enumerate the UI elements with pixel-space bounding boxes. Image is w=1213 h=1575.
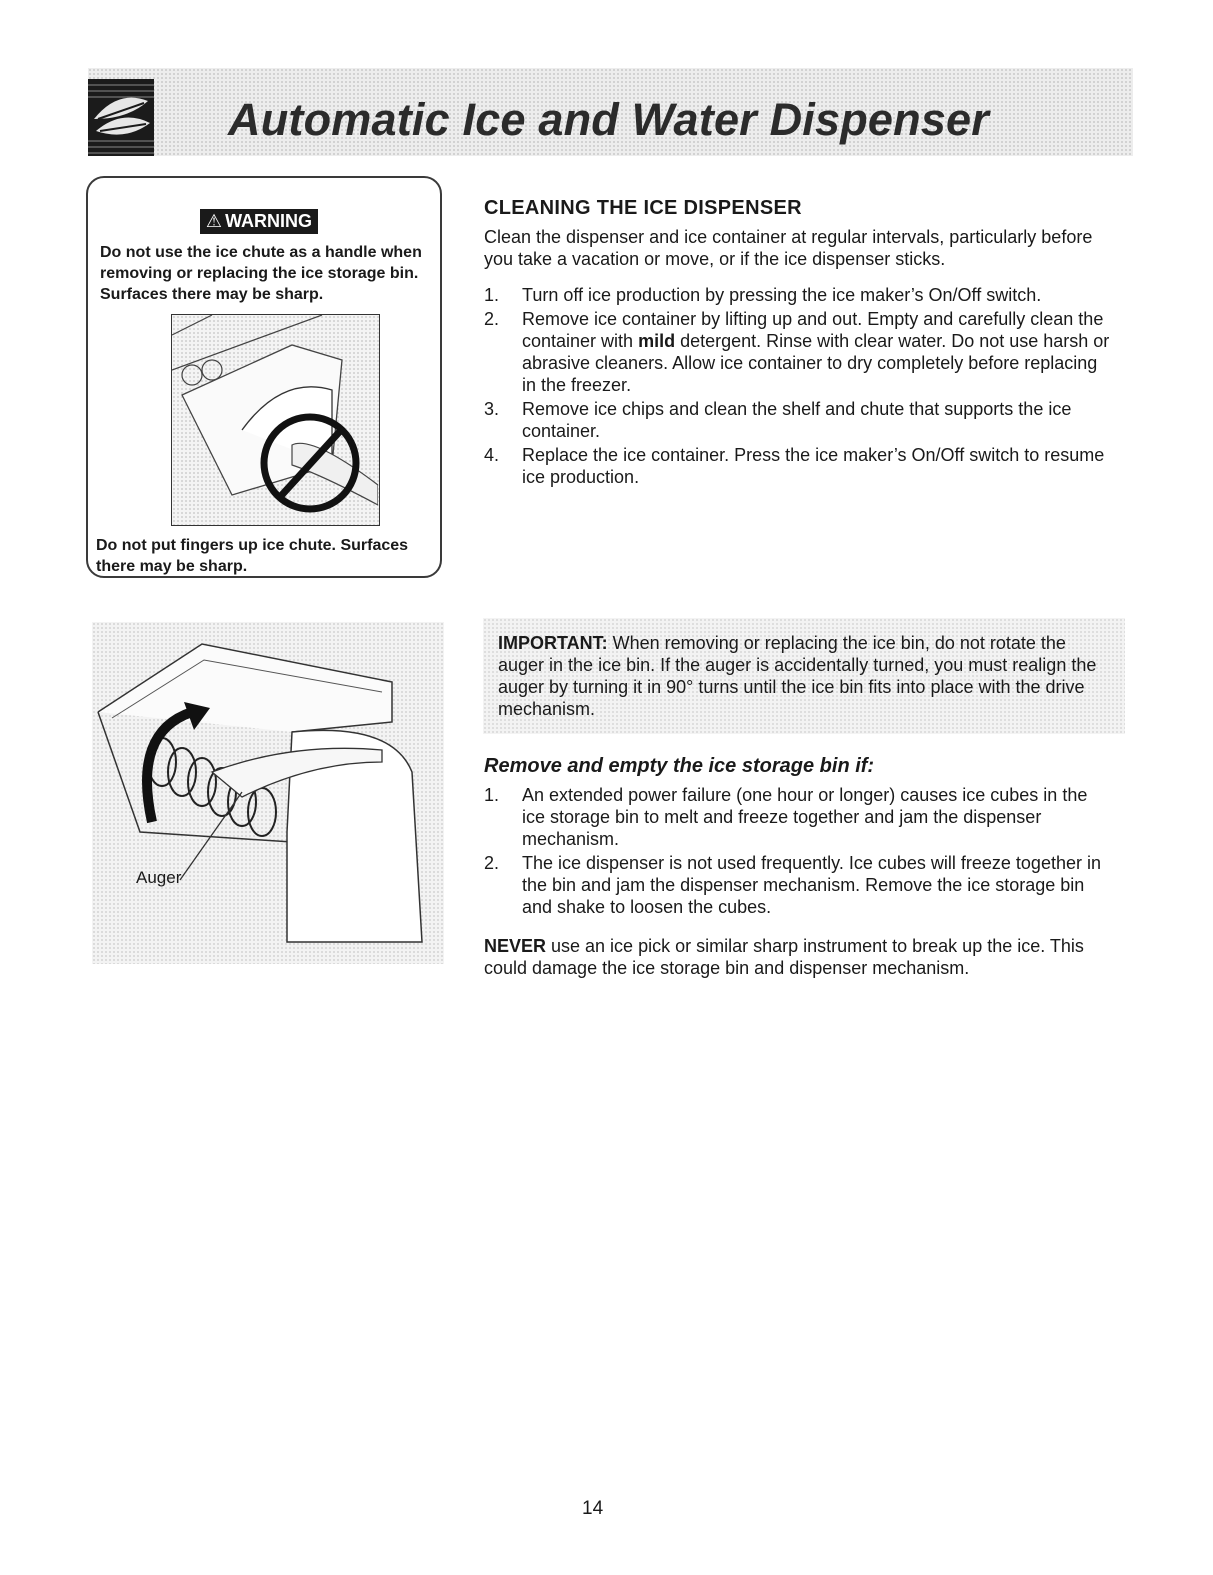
list-item (484, 784, 1114, 850)
step-text: Replace the ice container. Press the ice maker’s On/Off switch to resume ice production. (522, 445, 1105, 487)
step-text: Remove ice chips and clean the shelf and chute that supports the ice container. (522, 399, 1072, 441)
step-number: 2. (484, 309, 500, 329)
item-number: 2. (484, 853, 500, 873)
warning-label: WARNING (225, 211, 313, 231)
never-warning (484, 935, 1124, 979)
item-number: 1. (484, 785, 500, 805)
step-number: 3. (484, 399, 500, 419)
important-label: IMPORTANT: (498, 633, 608, 653)
warning-text-bottom: Do not put fingers up ice chute. Surfaces there may be sharp. (96, 537, 409, 575)
step-number: 1. (484, 285, 500, 305)
page-number: 14 (582, 1498, 604, 1519)
warning-text-top: Do not use the ice chute as a handle when removing or replacing the ice storage bin. Surfaces there may be sharp. (100, 244, 422, 303)
step-text-bold: mild (638, 331, 676, 351)
never-label: NEVER (484, 936, 547, 956)
important-text: When removing or replacing the ice bin, do not rotate the auger in the ice bin. If the auger is accidentally turned, you must realign the auger by turning it in 90° turns until the ice bin fits into place with the drive mechanism. (498, 633, 1097, 719)
step-text: detergent. Rinse with clear water. Do not use harsh or abrasive cleaners. Allow ice container to dry completely before replacing in the freezer. (522, 331, 1110, 395)
never-text: use an ice pick or similar sharp instrument to break up the ice. This could damage the ice storage bin and dispenser mechanism. (484, 936, 1084, 978)
list-item (484, 308, 1114, 396)
list-item (484, 284, 1114, 306)
step-text: Remove ice container by lifting up and out. Empty and carefully clean the container with (522, 309, 1104, 351)
auger-label: Auger (136, 868, 182, 887)
page-title: Automatic Ice and Water Dispenser (228, 94, 989, 145)
list-item (484, 398, 1114, 442)
item-text: The ice dispenser is not used frequently. Ice cubes will freeze together in the bin and jam the dispenser mechanism. Remove the ice storage bin and shake to loosen the cubes. (522, 853, 1101, 917)
remove-heading: Remove and empty the ice storage bin if: (484, 755, 875, 777)
warning-triangle-icon: ⚠ (205, 211, 223, 231)
cleaning-heading: CLEANING THE ICE DISPENSER (484, 197, 802, 219)
list-item (484, 444, 1114, 488)
cleaning-steps (484, 284, 1114, 490)
step-number: 4. (484, 445, 500, 465)
list-item (484, 852, 1114, 918)
auger-illustration (92, 622, 444, 964)
leaf-logo-icon (88, 79, 154, 156)
important-note (498, 632, 1098, 720)
cleaning-intro: Clean the dispenser and ice container at regular intervals, particularly before you take a vacation or move, or if the ice dispenser sticks. (484, 227, 1093, 269)
warning-badge (200, 209, 318, 234)
ice-chute-illustration (171, 314, 380, 526)
item-text: An extended power failure (one hour or longer) causes ice cubes in the ice storage bin to melt and freeze together and jam the dispenser mechanism. (522, 785, 1088, 849)
remove-list (484, 784, 1114, 920)
step-text: Turn off ice production by pressing the ice maker’s On/Off switch. (522, 285, 1042, 305)
